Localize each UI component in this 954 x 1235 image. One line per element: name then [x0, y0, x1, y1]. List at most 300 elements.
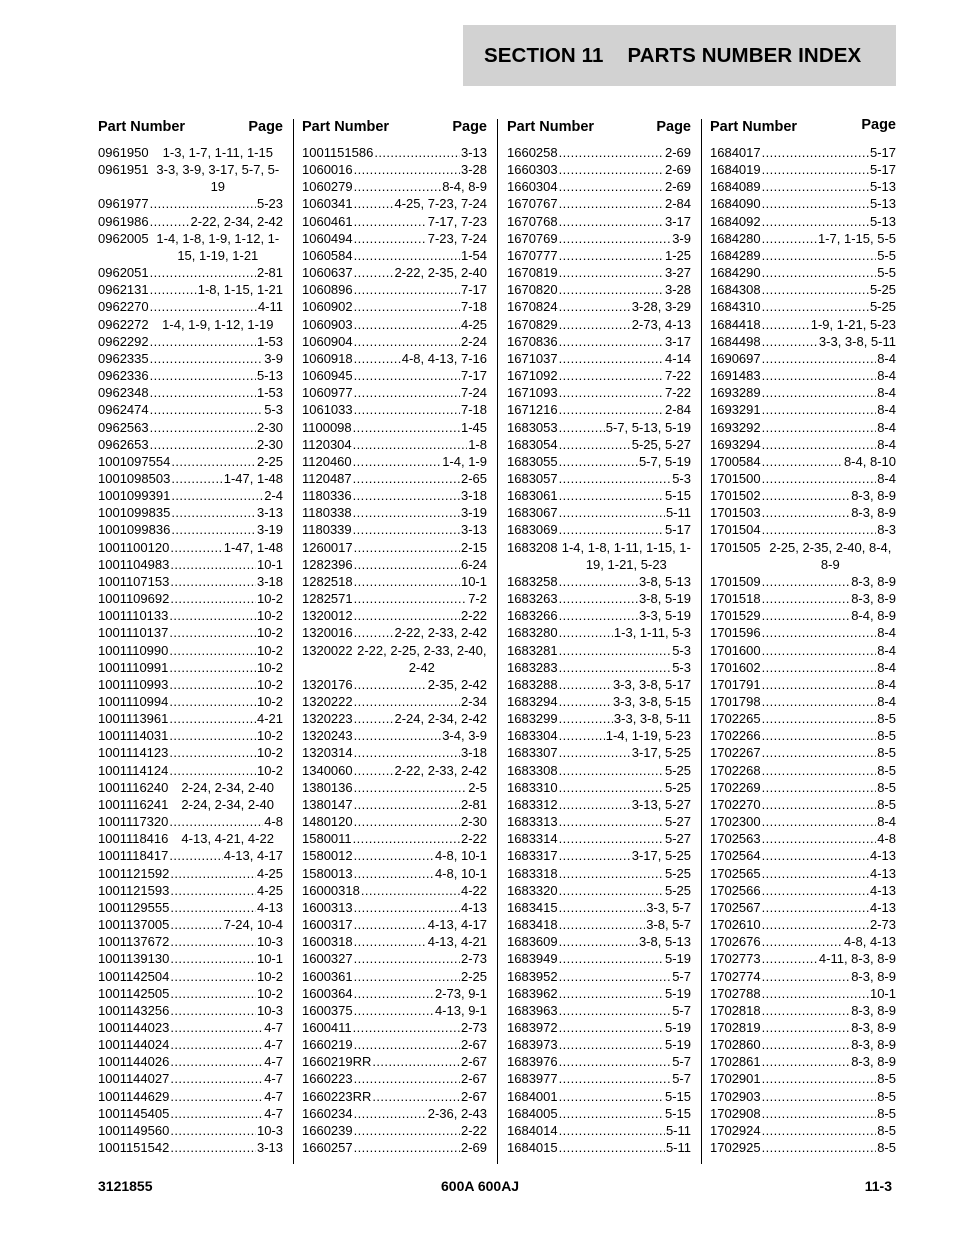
index-row [507, 950, 691, 967]
index-row [507, 316, 691, 333]
page-reference: 5-25 [664, 762, 691, 778]
index-row [98, 1105, 283, 1122]
index-row [302, 607, 487, 624]
index-row [507, 419, 691, 436]
dot-leader [762, 384, 877, 401]
index-row [98, 624, 283, 641]
page-reference: 2-22, 2-35, 2-40 [394, 265, 487, 281]
part-number: 1683281 [507, 642, 558, 658]
index-row [710, 968, 896, 985]
dot-leader [354, 264, 394, 281]
index-column-4 [710, 119, 896, 1156]
part-number: 1660258 [507, 145, 558, 160]
part-number: 1701518 [710, 591, 761, 607]
dot-leader [559, 727, 605, 744]
index-row [98, 504, 283, 521]
column-header [507, 119, 691, 143]
index-row [98, 264, 283, 281]
part-number: 1683067 [507, 505, 558, 521]
page-reference: 1-4, 1-19, 5-23 [605, 728, 691, 744]
page-reference: 7-17, 7-23 [427, 213, 487, 229]
dot-leader [762, 1105, 877, 1122]
part-number: 0962474 [98, 402, 149, 418]
dot-leader [559, 710, 613, 727]
index-row [98, 882, 283, 899]
dot-leader [354, 899, 460, 916]
part-number: 1690697 [710, 350, 761, 366]
dot-leader [169, 710, 256, 727]
dot-leader [361, 882, 460, 899]
index-row [710, 470, 896, 487]
index-row [710, 487, 896, 504]
part-number: 1702268 [710, 762, 761, 778]
dot-leader [374, 144, 460, 161]
page-reference: 10-2 [256, 659, 283, 675]
dot-leader [762, 693, 877, 710]
part-number: 1701798 [710, 694, 761, 709]
dot-leader [170, 1088, 263, 1105]
index-row [302, 865, 487, 882]
dot-leader [559, 178, 664, 195]
dot-leader [170, 1036, 263, 1053]
dot-leader [559, 882, 664, 899]
dot-leader [353, 504, 460, 521]
part-number: 1060016 [302, 162, 353, 178]
page-reference: 10-1 [256, 951, 283, 967]
dot-leader [170, 1105, 263, 1122]
part-number: 1683952 [507, 968, 558, 984]
dot-leader [559, 213, 664, 230]
dot-leader [559, 298, 631, 315]
index-row [507, 659, 691, 676]
index-row [302, 247, 487, 264]
index-row [302, 470, 487, 487]
part-number: 1660304 [507, 179, 558, 195]
index-row [507, 813, 691, 830]
index-row [710, 590, 896, 607]
dot-leader [762, 230, 817, 247]
page-reference: 3-27 [664, 265, 691, 281]
part-number: 1670829 [507, 316, 558, 332]
page-reference: 4-7 [264, 1071, 283, 1087]
dot-leader [559, 659, 672, 676]
page-reference: 10-2 [256, 642, 283, 658]
part-number: 1001144023 [98, 1019, 170, 1035]
part-number: 1670768 [507, 213, 558, 229]
index-row [507, 264, 691, 281]
dot-leader [354, 1002, 434, 1019]
page-reference: 8-4 [877, 659, 896, 675]
part-number: 1683313 [507, 814, 558, 830]
dot-leader [354, 281, 460, 298]
part-number: 1001129555 [98, 899, 170, 915]
dot-leader [559, 1036, 664, 1053]
dot-leader [762, 1019, 851, 1036]
index-row [507, 1122, 691, 1139]
column-header [710, 119, 896, 143]
dot-leader [559, 161, 664, 178]
dot-leader [169, 659, 256, 676]
part-number: 1060494 [302, 230, 353, 246]
page-reference: 1-3, 1-7, 1-11, 1-15 [162, 145, 273, 160]
index-row [710, 195, 896, 212]
part-number: 1120460 [302, 453, 352, 469]
part-number: 1600375 [302, 1002, 353, 1018]
page-reference: 4-11, 8-3, 8-9 [818, 951, 896, 967]
dot-leader [762, 1139, 877, 1156]
page-reference: 2-84 [664, 402, 691, 418]
part-number: 1701503 [710, 505, 761, 521]
part-number: 1001099835 [98, 505, 171, 521]
dot-leader [354, 213, 427, 230]
index-row [710, 230, 896, 247]
footer-model: 600A 600AJ [441, 1178, 520, 1194]
dot-leader [559, 384, 664, 401]
index-row [302, 350, 487, 367]
part-number: 1001098503 [98, 470, 171, 486]
dot-leader [762, 1122, 877, 1139]
index-row [302, 178, 487, 195]
index-row [302, 539, 487, 556]
page-reference: 2-65 [460, 470, 487, 486]
index-row [710, 1088, 896, 1105]
index-row [507, 453, 691, 470]
column-divider [293, 119, 294, 1164]
dot-leader [354, 1122, 460, 1139]
part-number: 1001099836 [98, 522, 171, 538]
part-number: 1001110990 [98, 642, 169, 658]
page-reference: 5-25 [664, 865, 691, 881]
page-header: Page [656, 119, 691, 135]
index-row [98, 779, 283, 796]
page-reference: 8-3, 8-9 [851, 591, 896, 607]
dot-leader [762, 453, 843, 470]
part-number: 1001118417 [98, 848, 169, 864]
page-reference: 10-3 [256, 1122, 283, 1138]
index-row [302, 642, 487, 676]
dot-leader [559, 779, 664, 796]
index-rows [710, 144, 896, 1156]
part-number: 1320314 [302, 745, 353, 761]
part-number: 1684017 [710, 145, 761, 160]
index-rows [302, 144, 487, 1156]
index-row [302, 762, 487, 779]
dot-leader [354, 710, 394, 727]
page-reference: 3-28 [460, 162, 487, 178]
index-row [302, 1122, 487, 1139]
part-number: 1060279 [302, 179, 353, 195]
part-number: 1701596 [710, 625, 761, 641]
index-row [98, 298, 283, 315]
page-reference: 4-25 [256, 865, 283, 881]
part-number: 1701500 [710, 470, 761, 486]
index-row [507, 1088, 691, 1105]
part-number: 1702903 [710, 1088, 761, 1104]
part-number: 0962131 [98, 282, 149, 298]
page-reference: 4-8, 10-1 [434, 848, 487, 864]
part-number: 1684014 [507, 1122, 558, 1138]
index-row [302, 213, 487, 230]
dot-leader [762, 710, 877, 727]
page-reference: 8-4 [877, 694, 896, 709]
page-reference: 7-2 [468, 591, 487, 607]
dot-leader [559, 487, 664, 504]
dot-leader [150, 384, 256, 401]
index-row [302, 676, 487, 693]
dot-leader [354, 367, 460, 384]
index-row [710, 453, 896, 470]
index-row [507, 367, 691, 384]
page-reference: 3-18 [256, 573, 283, 589]
dot-leader [762, 744, 877, 761]
dot-leader [170, 1139, 256, 1156]
part-number: 1671093 [507, 385, 558, 401]
part-number: 1683973 [507, 1037, 558, 1053]
index-row [507, 899, 691, 916]
page-reference: 1-9, 1-21, 5-23 [810, 316, 896, 332]
index-row [302, 1088, 487, 1105]
dot-leader [762, 847, 869, 864]
index-row [98, 744, 283, 761]
dot-leader [762, 968, 851, 985]
dot-leader [150, 419, 256, 436]
part-number: 1580011 [302, 831, 352, 847]
page-reference: 2-24, 2-34, 2-40 [181, 779, 274, 795]
index-row [710, 316, 896, 333]
part-number: 1670824 [507, 299, 558, 315]
index-row [98, 521, 283, 538]
page-reference: 8-3, 8-9 [851, 1054, 896, 1070]
page-reference: 5-13 [869, 213, 896, 229]
part-number: 1320176 [302, 676, 353, 692]
part-number: 1684089 [710, 179, 761, 195]
page-reference: 5-7 [672, 1054, 691, 1070]
part-number: 1120487 [302, 470, 352, 486]
index-row [302, 1070, 487, 1087]
page-reference: 5-11 [665, 505, 691, 521]
index-row [507, 281, 691, 298]
part-number: 1060903 [302, 316, 353, 332]
part-number: 0962563 [98, 419, 149, 435]
dot-leader [559, 573, 638, 590]
dot-leader [372, 1053, 460, 1070]
index-row [507, 161, 691, 178]
index-row [507, 144, 691, 161]
part-number: 1701602 [710, 659, 761, 675]
index-row [710, 796, 896, 813]
dot-leader [170, 539, 222, 556]
index-row [98, 676, 283, 693]
index-row [302, 916, 487, 933]
part-number: 1684090 [710, 196, 761, 212]
part-number: 1600318 [302, 934, 353, 950]
part-number: 1683320 [507, 882, 558, 898]
index-row [302, 985, 487, 1002]
part-number: 1282396 [302, 556, 353, 572]
part-number: 1701791 [710, 676, 761, 692]
part-number: 1001144629 [98, 1088, 170, 1104]
part-number: 1701600 [710, 642, 761, 658]
part-number: 1060896 [302, 282, 353, 298]
index-row [302, 744, 487, 761]
index-row [710, 247, 896, 264]
page-reference: 1-4, 1-8, 1-9, 1-12, 1-15, 1-19, 1-21 [156, 230, 280, 263]
dot-leader [354, 195, 394, 212]
index-row [302, 624, 487, 641]
dot-leader [559, 1139, 665, 1156]
page-reference: 3-3, 3-9, 3-17, 5-7, 5-19 [156, 162, 280, 195]
part-number: 1060584 [302, 247, 353, 263]
part-number: 0961950 [98, 145, 149, 160]
page-reference: 8-3, 8-9 [851, 1037, 896, 1053]
page-reference: 2-25 [460, 968, 487, 984]
part-number: 1660223 [302, 1071, 353, 1087]
page-reference: 4-13 [869, 882, 896, 898]
dot-leader [762, 247, 877, 264]
part-number: 1001149560 [98, 1122, 170, 1138]
part-number: 1001116240 [98, 779, 169, 795]
dot-leader [559, 350, 664, 367]
part-number: 1702788 [710, 985, 761, 1001]
page-reference: 8-4 [877, 625, 896, 641]
dot-leader [354, 865, 434, 882]
page-reference: 7-17 [460, 282, 487, 298]
index-row [302, 298, 487, 315]
index-row [302, 950, 487, 967]
index-row [507, 1139, 691, 1156]
part-number: 1120304 [302, 436, 352, 452]
page-reference: 10-2 [256, 625, 283, 641]
index-row [98, 1002, 283, 1019]
page-reference: 3-3, 3-8, 5-11 [613, 711, 691, 727]
dot-leader [559, 899, 646, 916]
part-number: 1001118416 [98, 831, 169, 847]
dot-leader [353, 487, 460, 504]
dot-leader [762, 178, 869, 195]
index-row [710, 161, 896, 178]
page-reference: 5-5 [877, 265, 896, 281]
part-number: 1660234 [302, 1105, 353, 1121]
index-row [507, 865, 691, 882]
part-number: 1684015 [507, 1140, 558, 1156]
page-reference: 10-2 [256, 745, 283, 761]
page-reference: 4-25, 7-23, 7-24 [394, 196, 487, 212]
page-reference: 2-22 [460, 831, 487, 847]
part-number: 0962335 [98, 350, 149, 366]
index-row [710, 213, 896, 230]
footer-doc-number: 3121855 [98, 1178, 153, 1194]
page-reference: 8-4, 8-10 [843, 453, 896, 469]
part-number: 1693291 [710, 402, 761, 418]
dot-leader [559, 1053, 672, 1070]
part-number: 1683318 [507, 865, 558, 881]
dot-leader [762, 350, 877, 367]
page-reference: 10-2 [256, 676, 283, 692]
dot-leader [559, 230, 672, 247]
index-row [98, 350, 283, 367]
page-reference: 3-4, 3-9 [442, 728, 487, 744]
part-number: 1180336 [302, 488, 352, 504]
index-row [302, 830, 487, 847]
page-reference: 8-5 [877, 796, 896, 812]
page-reference: 2-67 [460, 1071, 487, 1087]
page-reference: 2-22 [460, 1122, 487, 1138]
part-number: 1060902 [302, 299, 353, 315]
dot-leader [354, 744, 460, 761]
page-reference: 3-13 [256, 505, 283, 521]
page-reference: 2-67 [460, 1088, 487, 1104]
dot-leader [354, 693, 460, 710]
dot-leader [354, 1036, 460, 1053]
dot-leader [170, 1002, 256, 1019]
part-number: 1702567 [710, 899, 761, 915]
part-number: 1701504 [710, 522, 761, 538]
page-reference: 8-4 [877, 350, 896, 366]
part-number: 1060918 [302, 350, 353, 366]
part-number: 1001121593 [98, 882, 170, 898]
page-reference: 1-45 [460, 419, 487, 435]
index-row [507, 195, 691, 212]
dot-leader [559, 642, 672, 659]
index-row [710, 384, 896, 401]
dot-leader [762, 762, 877, 779]
dot-leader [170, 916, 222, 933]
part-number-header: Part Number [98, 119, 186, 135]
page-reference: 4-7 [264, 1037, 283, 1053]
dot-leader [762, 144, 869, 161]
page-reference: 2-25, 2-35, 2-40, 8-4, 8-9 [769, 539, 892, 572]
dot-leader [150, 333, 256, 350]
index-row [302, 144, 487, 161]
dot-leader [353, 830, 460, 847]
dot-leader [559, 453, 638, 470]
part-number: 1683307 [507, 745, 558, 761]
part-number: 1702566 [710, 882, 761, 898]
index-row [710, 830, 896, 847]
index-row [507, 847, 691, 864]
index-row [710, 813, 896, 830]
part-number: 0962292 [98, 333, 149, 349]
part-number: 0962005 [98, 230, 149, 246]
index-row [98, 419, 283, 436]
part-number: 1702565 [710, 865, 761, 881]
part-number: 1683317 [507, 848, 558, 864]
dot-leader [559, 847, 631, 864]
dot-leader [170, 985, 256, 1002]
dot-leader [559, 830, 664, 847]
part-number: 1320223 [302, 711, 353, 727]
part-number: 1683415 [507, 899, 558, 915]
index-row [507, 333, 691, 350]
page-reference: 5-25 [664, 779, 691, 795]
page-reference: 3-17 [664, 213, 691, 229]
dot-leader [559, 195, 664, 212]
dot-leader [762, 1002, 851, 1019]
dot-leader [559, 1122, 665, 1139]
dot-leader [170, 556, 256, 573]
page-reference: 5-3 [264, 402, 283, 418]
page-reference: 8-3, 8-9 [851, 968, 896, 984]
dot-leader [353, 470, 460, 487]
dot-leader [353, 436, 468, 453]
page-reference: 2-81 [460, 796, 487, 812]
dot-leader [170, 1019, 263, 1036]
part-number: 1670769 [507, 230, 558, 246]
page-reference: 2-36, 2-43 [427, 1105, 487, 1121]
part-number: 1702901 [710, 1071, 761, 1087]
dot-leader [170, 950, 256, 967]
dot-leader [762, 933, 843, 950]
